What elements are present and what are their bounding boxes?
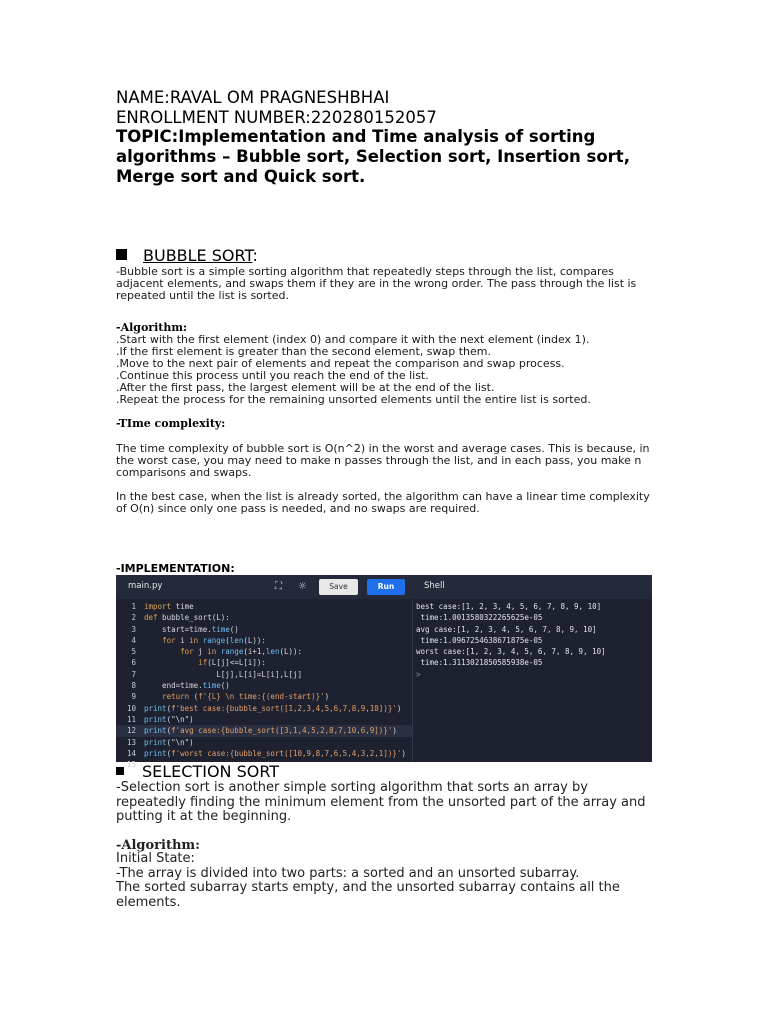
code-text: print(f'worst case:{bubble_sort([10,9,8,7,6,5,4,3,2,1])}') (144, 748, 406, 758)
code-text: for j in range(i+1,len(L)): (180, 647, 303, 657)
line-number: 5 (131, 647, 136, 657)
code-pane[interactable] (116, 601, 412, 770)
code-editor-screenshot (116, 575, 652, 770)
bubble-sort-title (116, 246, 258, 266)
square-bullet-icon (116, 767, 124, 775)
line-number: 1 (131, 602, 136, 611)
algorithm-step: .After the first pass, the largest element will be at the end of the list. (116, 381, 495, 394)
line-number: 14 (126, 748, 136, 758)
code-line[interactable] (116, 737, 412, 748)
code-line[interactable] (116, 635, 412, 646)
shell-output-line: time:1.3113021850585938e-05 (416, 658, 543, 668)
code-text: print("\n") (144, 714, 194, 724)
bubble-complexity-paragraph-1: The time complexity of bubble sort is O(n^2) in the worst and average cases. This is because, in the worst case, you may need to make n passes through the list, and in each pass, you make n comparisons and swaps. (116, 442, 650, 479)
line-number: 4 (131, 635, 136, 645)
code-text: print("\n") (144, 737, 194, 747)
bubble-complexity-heading: -TIme complexity: (116, 417, 226, 430)
shell-tab[interactable]: Shell (424, 581, 445, 591)
algorithm-step: .Move to the next pair of elements and repeat the comparison and swap process. (116, 357, 565, 370)
algorithm-step: .Repeat the process for the remaining unsorted elements until the entire list is sorted. (116, 393, 591, 406)
line-number: 15 (126, 760, 136, 770)
code-line[interactable] (116, 714, 412, 725)
bubble-sort-title-text: BUBBLE SORT (143, 246, 253, 265)
bubble-complexity-paragraph-2: In the best case, when the list is already sorted, the algorithm can have a linear time complexity of O(n) since only one pass is needed, and no swaps are required. (116, 490, 650, 515)
code-line[interactable] (116, 680, 412, 691)
algorithm-step: .Start with the first element (index 0) and compare it with the next element (index 1). (116, 333, 590, 346)
code-line[interactable] (116, 612, 412, 623)
pane-divider[interactable] (412, 599, 413, 762)
shell-output-line: time:1.0967254638671875e-05 (416, 635, 543, 645)
editor-toolbar (116, 575, 652, 599)
selection-algorithm-heading: -Algorithm: (116, 838, 200, 853)
fullscreen-icon[interactable]: ⛶ (275, 581, 282, 592)
line-number: 7 (131, 669, 136, 679)
code-text: L[j],L[i]=L[i],L[j] (144, 669, 303, 679)
sun-icon[interactable]: ☼ (298, 581, 307, 592)
shell-prompt: > (416, 669, 421, 679)
code-text: print(f'avg case:{bubble_sort([3,1,4,5,2,8,7,10,6,9])}') (144, 726, 397, 736)
bubble-algorithm-heading: -Algorithm: (116, 321, 188, 334)
code-line[interactable] (116, 601, 412, 612)
code-line[interactable] (116, 725, 412, 736)
line-number: 12 (126, 726, 136, 736)
code-text: if(L[j]<=L[i]): (198, 658, 266, 668)
code-line[interactable] (116, 646, 412, 657)
shell-output-line: time:1.0013580322265625e-05 (416, 613, 543, 623)
shell-output-pane[interactable] (416, 601, 652, 680)
selection-algorithm-body (116, 852, 656, 910)
square-bullet-icon (116, 249, 127, 260)
line-number: 13 (126, 737, 136, 747)
save-button[interactable]: Save (319, 579, 358, 595)
line-number: 3 (131, 624, 136, 634)
line-number: 6 (131, 658, 136, 668)
code-text: print(f'best case:{bubble_sort([1,2,3,4,5,6,7,8,9,10])}') (144, 703, 402, 713)
bubble-algorithm-steps (116, 334, 656, 406)
student-name: NAME:RAVAL OM PRAGNESHBHAI (116, 88, 390, 107)
shell-output-line: worst case:[1, 2, 3, 4, 5, 6, 7, 8, 9, 10] (416, 647, 606, 657)
topic-heading: TOPIC:Implementation and Time analysis of sorting algorithms – Bubble sort, Selection sort, Insertion sort, Merge sort and Quick sort. (116, 127, 630, 186)
line-number: 2 (131, 613, 136, 623)
code-text: import time (144, 602, 194, 611)
code-text: def bubble_sort(L): (144, 613, 230, 623)
bubble-sort-intro: -Bubble sort is a simple sorting algorithm that repeatedly steps through the list, compares adjacent elements, and swaps them if they are in the wrong order. The pass through the list is repeated until the list is sorted. (116, 265, 637, 302)
shell-output-line: avg case:[1, 2, 3, 4, 5, 6, 7, 8, 9, 10] (416, 624, 597, 634)
implementation-heading: -IMPLEMENTATION: (116, 562, 235, 575)
code-line[interactable] (116, 669, 412, 680)
code-line[interactable] (116, 703, 412, 714)
code-text: end=time.time() (144, 681, 230, 691)
code-text: return (f'{L} \n time:{(end-start)}') (162, 692, 330, 702)
code-text: for i in range(len(L)): (162, 635, 266, 645)
selection-line-2: The sorted subarray starts empty, and the unsorted subarray contains all the elements. (116, 880, 620, 910)
line-number: 10 (126, 703, 136, 713)
code-line[interactable] (116, 624, 412, 635)
bubble-sort-title-suffix: : (252, 246, 258, 265)
enrollment-number: ENROLLMENT NUMBER:220280152057 (116, 108, 437, 127)
line-number: 9 (131, 692, 136, 702)
shell-output-line: best case:[1, 2, 3, 4, 5, 6, 7, 8, 9, 10] (416, 602, 602, 611)
line-number: 8 (131, 681, 136, 691)
line-number: 11 (126, 714, 136, 724)
algorithm-step: .Continue this process until you reach the end of the list. (116, 369, 429, 382)
code-line[interactable] (116, 691, 412, 702)
selection-sort-title-text: SELECTION SORT (142, 762, 280, 781)
code-line[interactable] (116, 748, 412, 759)
initial-state-label: Initial State: (116, 851, 195, 866)
code-text: start=time.time() (144, 624, 239, 634)
code-line[interactable] (116, 657, 412, 668)
file-tab[interactable]: main.py (128, 581, 163, 591)
selection-sort-title (116, 762, 279, 782)
selection-sort-intro: -Selection sort is another simple sorting algorithm that sorts an array by repeatedly finding the minimum element from the unsorted part of the array and putting it at the beginning. (116, 780, 646, 824)
algorithm-step: .If the first element is greater than the second element, swap them. (116, 345, 491, 358)
run-button[interactable]: Run (367, 579, 405, 595)
selection-line-1: -The array is divided into two parts: a sorted and an unsorted subarray. (116, 865, 580, 881)
